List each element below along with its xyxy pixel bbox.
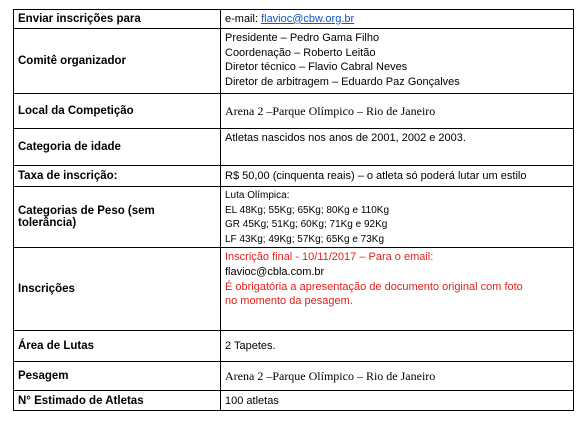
row-value: [221, 10, 574, 29]
row-value: Arena 2 –Parque Olímpico – Rio de Janeiro: [221, 362, 574, 391]
table-row: [14, 166, 574, 187]
registration-line: É obrigatória a apresentação de documento original com foto: [225, 280, 523, 293]
row-label: Taxa de inscrição:: [14, 166, 221, 187]
row-label: Local da Competição: [14, 94, 221, 129]
weight-line: LF 43Kg; 49Kg; 57Kg; 65Kg e 73Kg: [225, 233, 385, 245]
row-value: 2 Tapetes.: [221, 331, 574, 362]
row-label: Comitê organizador: [14, 29, 221, 94]
committee-line: Diretor técnico – Flavio Cabral Neves: [225, 61, 408, 74]
table-row: [14, 29, 574, 94]
table-row: [14, 391, 574, 411]
registration-line: no momento da pesagem.: [225, 295, 353, 308]
row-value: [221, 29, 574, 94]
row-label: N° Estimado de Atletas: [14, 391, 221, 411]
table-row: [14, 10, 574, 29]
table-row: [14, 248, 574, 331]
table-row: [14, 94, 574, 129]
row-label: Enviar inscrições para: [14, 10, 221, 29]
weight-line: EL 48Kg; 55Kg; 65Kg; 80Kg e 110Kg: [225, 204, 390, 216]
table-row: [14, 187, 574, 248]
weight-line: GR 45Kg; 51Kg; 60Kg; 71Kg e 92Kg: [225, 219, 388, 231]
committee-line: Coordenação – Roberto Leitão: [225, 46, 376, 59]
registration-email: flavioc@cbla.com.br: [225, 265, 325, 278]
table-row: [14, 129, 574, 166]
competition-info-table: [13, 9, 574, 411]
weight-line: Luta Olímpica:: [225, 190, 290, 201]
row-label: Inscrições: [14, 248, 221, 331]
registration-line: Inscrição final - 10/11/2017 – Para o email:: [225, 251, 434, 264]
row-value: 100 atletas: [221, 391, 574, 411]
row-label: Categorias de Peso (sem tolerância): [14, 187, 221, 248]
row-label: Área de Lutas: [14, 331, 221, 362]
row-label: Categoria de idade: [14, 129, 221, 166]
row-value: R$ 50,00 (cinquenta reais) – o atleta só poderá lutar um estilo: [221, 166, 574, 187]
committee-line: Presidente – Pedro Gama Filho: [225, 32, 380, 44]
row-label: Pesagem: [14, 362, 221, 391]
email-link[interactable]: flavioc@cbw.org.br: [261, 12, 355, 25]
table-row: [14, 362, 574, 391]
row-value: Atletas nascidos nos anos de 2001, 2002 e 2003.: [221, 129, 574, 166]
email-prefix: e-mail:: [225, 12, 262, 25]
row-value: Arena 2 –Parque Olímpico – Rio de Janeiro: [221, 94, 574, 129]
row-value: [221, 187, 574, 248]
row-value: [221, 248, 574, 331]
committee-line: Diretor de arbitragem – Eduardo Paz Gonçalves: [225, 75, 460, 88]
table-row: [14, 331, 574, 362]
